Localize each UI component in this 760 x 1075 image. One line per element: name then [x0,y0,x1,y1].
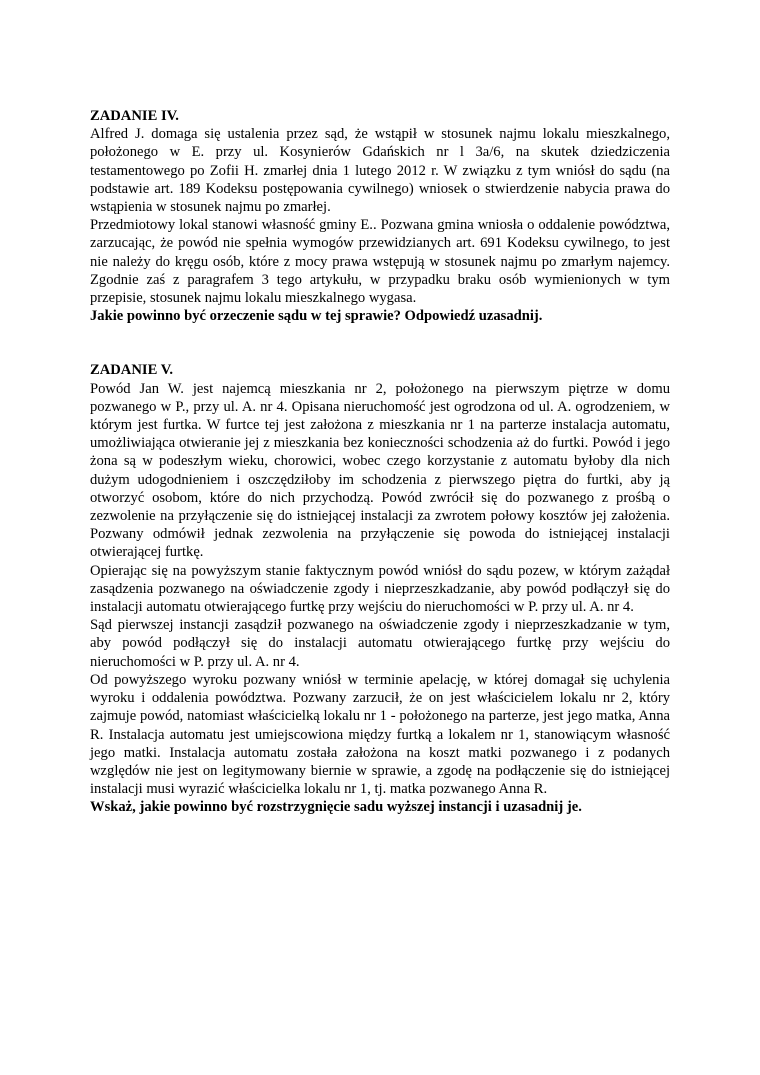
task-4-section [90,107,670,325]
task-4-paragraph-2: Przedmiotowy lokal stanowi własność gminy E.. Pozwana gmina wniosła o oddalenie powództwa, zarzucając, że powód nie spełnia wymogów przewidzianych art. 691 Kodeksu cywilnego, to jest nie należy do kręgu osób, które z mocy prawa wstępują w stosunek najmu po zmarłym najemcy. Zgodnie zaś z paragrafem 3 tego artykułu, w przypadku braku osób wymienionych w tym przepisie, stosunek najmu lokalu mieszkalnego wygasa. [90,217,670,307]
task-5-title: ZADANIE V. [90,362,173,379]
task-5-section [90,361,670,816]
task-4-paragraph-1: Alfred J. domaga się ustalenia przez sąd, że wstąpił w stosunek najmu lokalu mieszkalnego, położonego w E. przy ul. Kosynierów Gdańskich nr l 3a/6, na skutek dziedziczenia testamentowego po Zofii H. zmarłej dnia 1 lutego 2012 r. W związku z tym wniósł do sądu (na podstawie art. 189 Kodeksu postępowania cywilnego) wniosek o stwierdzenie nabycia prawa do wstąpienia w stosunek najmu po zmarłej. [90,126,670,216]
task-5-paragraph-3: Sąd pierwszej instancji zasądził pozwanego na oświadczenie zgody i nieprzeszkadzanie w tym, aby powód podłączył się do instalacji automatu otwierającego furtkę przy wejściu do nieruchomości w P. przy ul. A. nr 4. [90,617,670,670]
document-page [90,107,670,817]
task-5-paragraph-1: Powód Jan W. jest najemcą mieszkania nr 2, położonego na pierwszym piętrze w domu pozwanego w P., przy ul. A. nr 4. Opisana nieruchomość jest ogrodzona od ul. A. ogrodzeniem, w którym jest furtka. W furtce tej jest założona z mieszkania nr 1 na parterze instalacja automatu, umożliwiająca otwieranie jej z mieszkania bez konieczności schodzenia aż do furtki. Powód i jego żona są w podeszłym wieku, chorowici, wobec czego korzystanie z automatu byłoby dla nich dużym udogodnieniem i oszczędziłoby im schodzenia z pierwszego piętra do furtki, aby ją otworzyć osobom, które do nich przychodzą. Powód zwrócił się do pozwanego z prośbą o zezwolenie na przyłączenie się do istniejącej instalacji za zwrotem połowy kosztów jej założenia. Pozwany odmówił jednak zezwolenia na przyłączenie się powoda do istniejącej instalacji otwierającej furtkę. [90,380,670,561]
task-5-paragraph-4: Od powyższego wyroku pozwany wniósł w terminie apelację, w której domagał się uchylenia wyroku i oddalenia powództwa. Pozwany zarzucił, że on jest właścicielem lokalu nr 2, który zajmuje powód, natomiast właścicielką lokalu nr 1 - położonego na parterze, jest jego matka, Anna R. Instalacja automatu jest umiejscowiona między furtką a lokalem nr 1, stanowiącym własność jego matki. Instalacja automatu została założona na koszt matki pozwanego i z podanych względów nie jest on legitymowany biernie w sprawie, a zgodę na podłączenie się do istniejącej instalacji musi wyrazić właścicielka lokalu nr 1, tj. matka pozwanego Anna R. [90,671,670,798]
task-4-question: Jakie powinno być orzeczenie sądu w tej sprawie? Odpowiedź uzasadnij. [90,308,543,325]
task-5-question: Wskaż, jakie powinno być rozstrzygnięcie sadu wyższej instancji i uzasadnij je. [90,799,582,816]
section-spacer [90,325,670,361]
task-5-paragraph-2: Opierając się na powyższym stanie faktycznym powód wniósł do sądu pozew, w którym zażądał zasądzenia pozwanego na oświadczenie zgody i nieprzeszkadzanie, aby powód podłączył się do instalacji automatu otwierającego furtkę przy wejściu do nieruchomości w P. przy ul. A. nr 4. [90,562,670,616]
task-4-title: ZADANIE IV. [90,108,179,124]
